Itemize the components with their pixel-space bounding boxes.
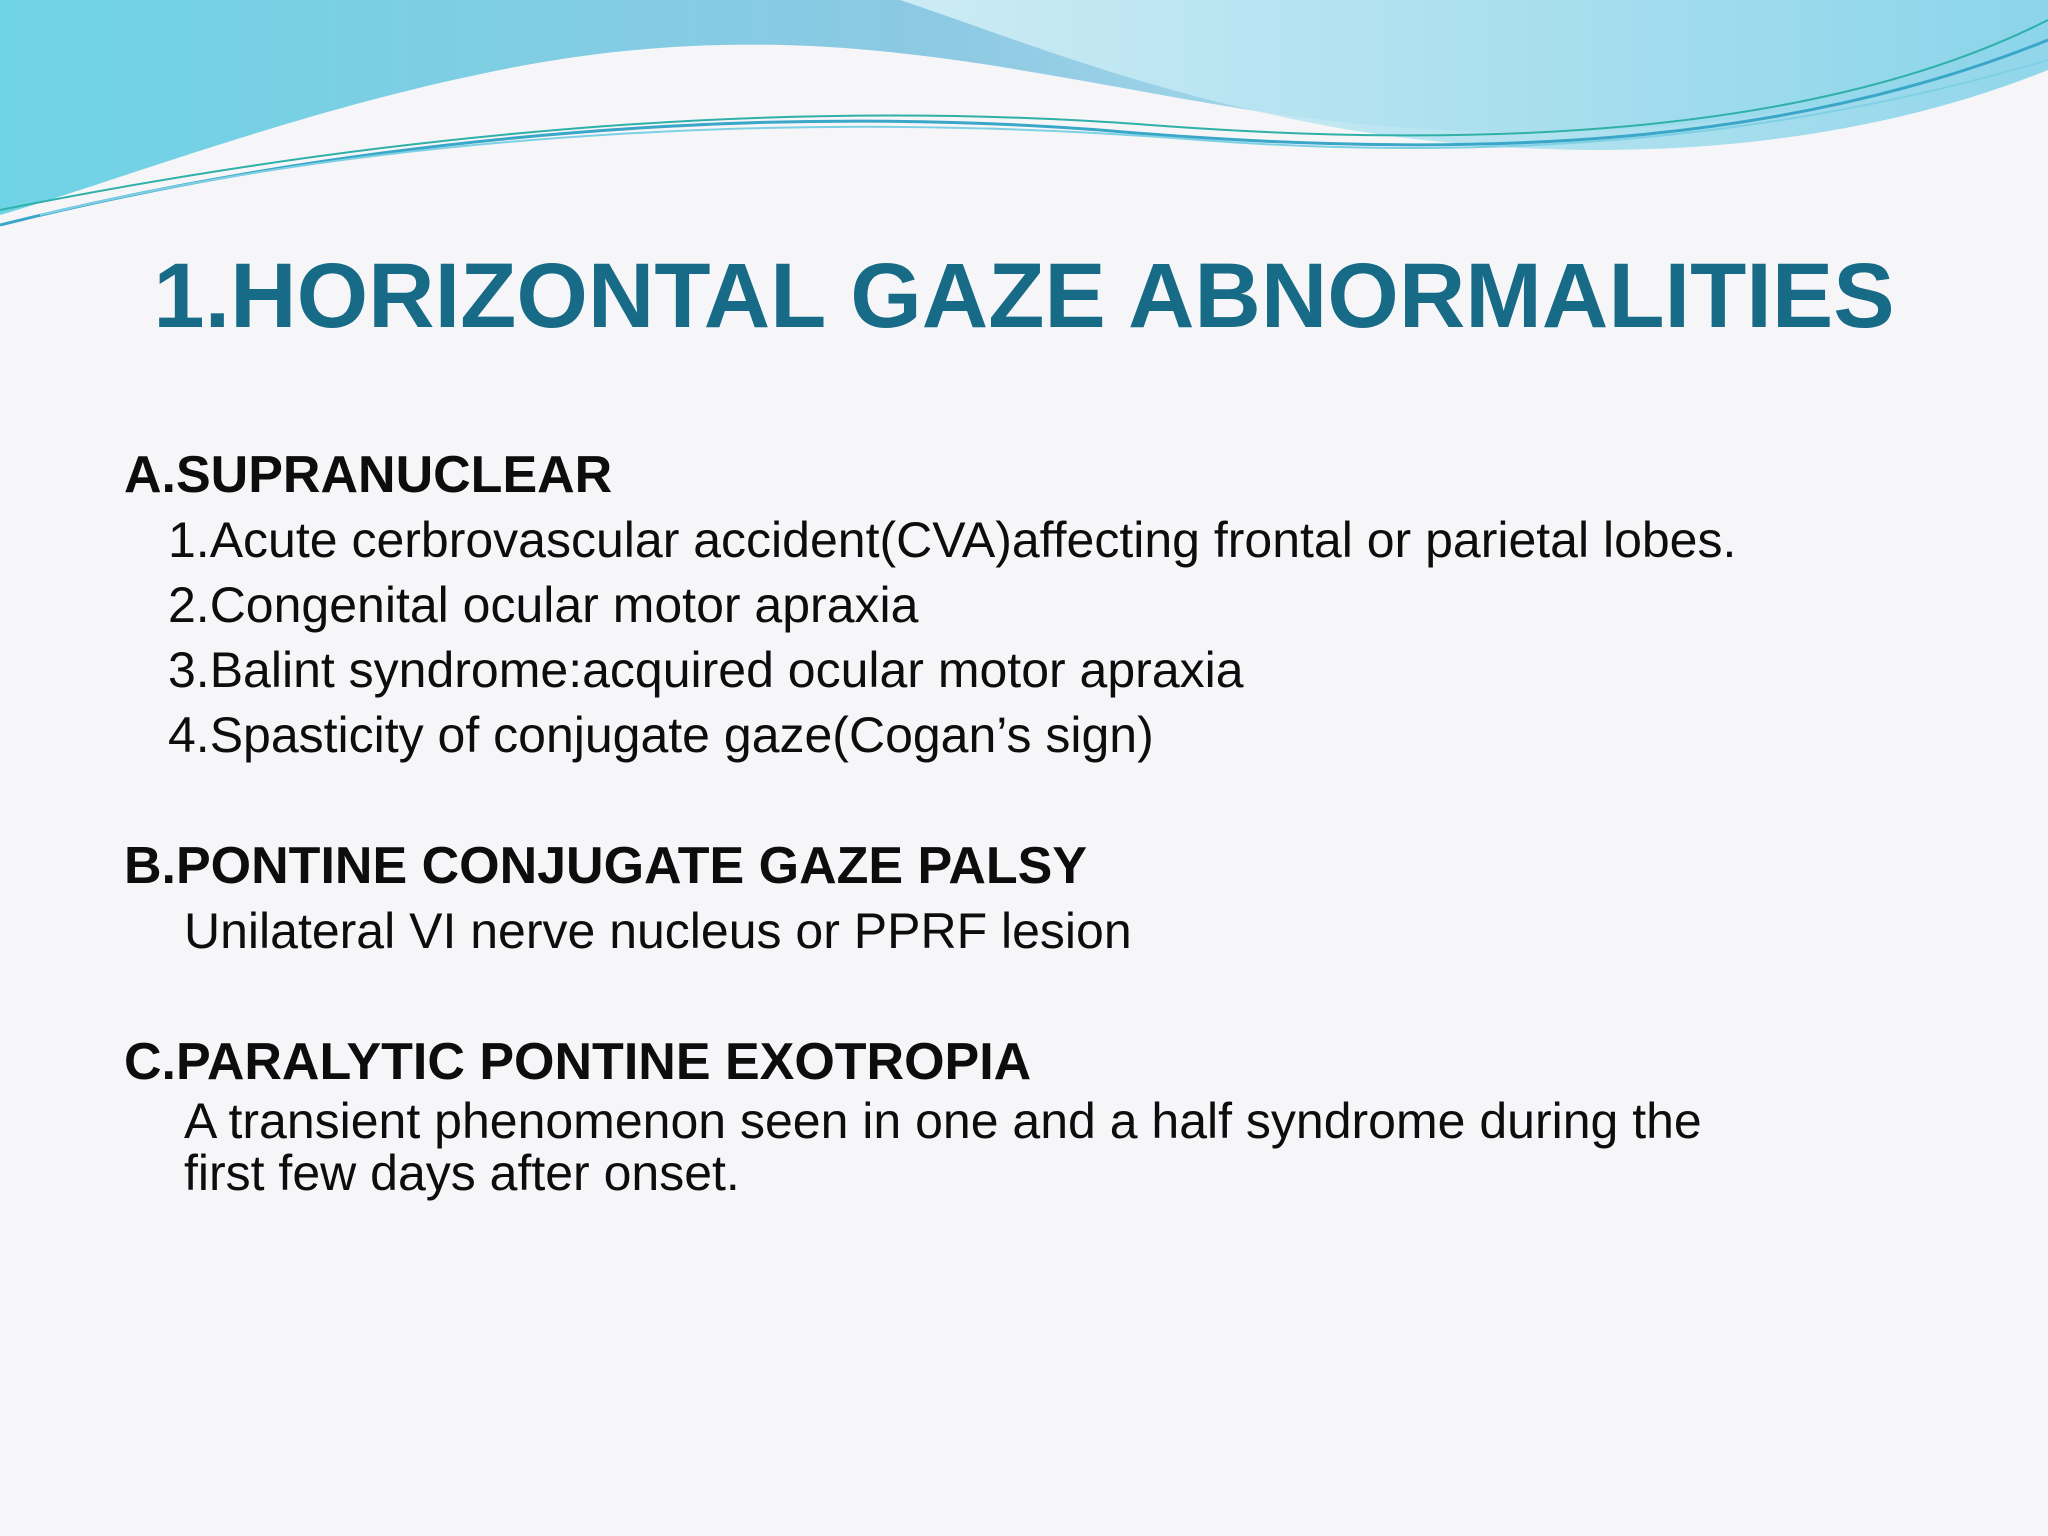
list-item: 4.Spasticity of conjugate gaze(Cogan’s sign): [168, 707, 1154, 763]
section-paralytic-pontine-exotropia: [124, 1029, 1944, 1199]
section-spacer: [124, 964, 1944, 1029]
list-item: 3.Balint syndrome:acquired ocular motor apraxia: [168, 642, 1244, 698]
section-spacer: [124, 768, 1944, 833]
decorative-wave-header: [0, 0, 2048, 240]
section-pontine-gaze-palsy: [124, 833, 1944, 964]
slide-content: [124, 442, 1944, 1199]
section-heading: B.PONTINE CONJUGATE GAZE PALSY: [124, 837, 1088, 895]
section-item-list: [124, 1095, 1944, 1199]
list-item: A transient phenomenon seen in one and a half syndrome during the: [184, 1093, 1702, 1149]
list-item: Unilateral VI nerve nucleus or PPRF lesion: [184, 903, 1132, 959]
section-supranuclear: [124, 442, 1944, 768]
slide-title: 1.HORIZONTAL GAZE ABNORMALITIES: [153, 245, 1895, 347]
section-item-list: [124, 508, 1944, 768]
section-item-list: [124, 899, 1944, 964]
section-heading: A.SUPRANUCLEAR: [124, 446, 613, 504]
list-item: first few days after onset.: [184, 1145, 740, 1201]
list-item: 1.Acute cerbrovascular accident(CVA)affecting frontal or parietal lobes.: [168, 512, 1737, 568]
list-item: 2.Congenital ocular motor apraxia: [168, 577, 919, 633]
section-heading: C.PARALYTIC PONTINE EXOTROPIA: [124, 1033, 1032, 1091]
